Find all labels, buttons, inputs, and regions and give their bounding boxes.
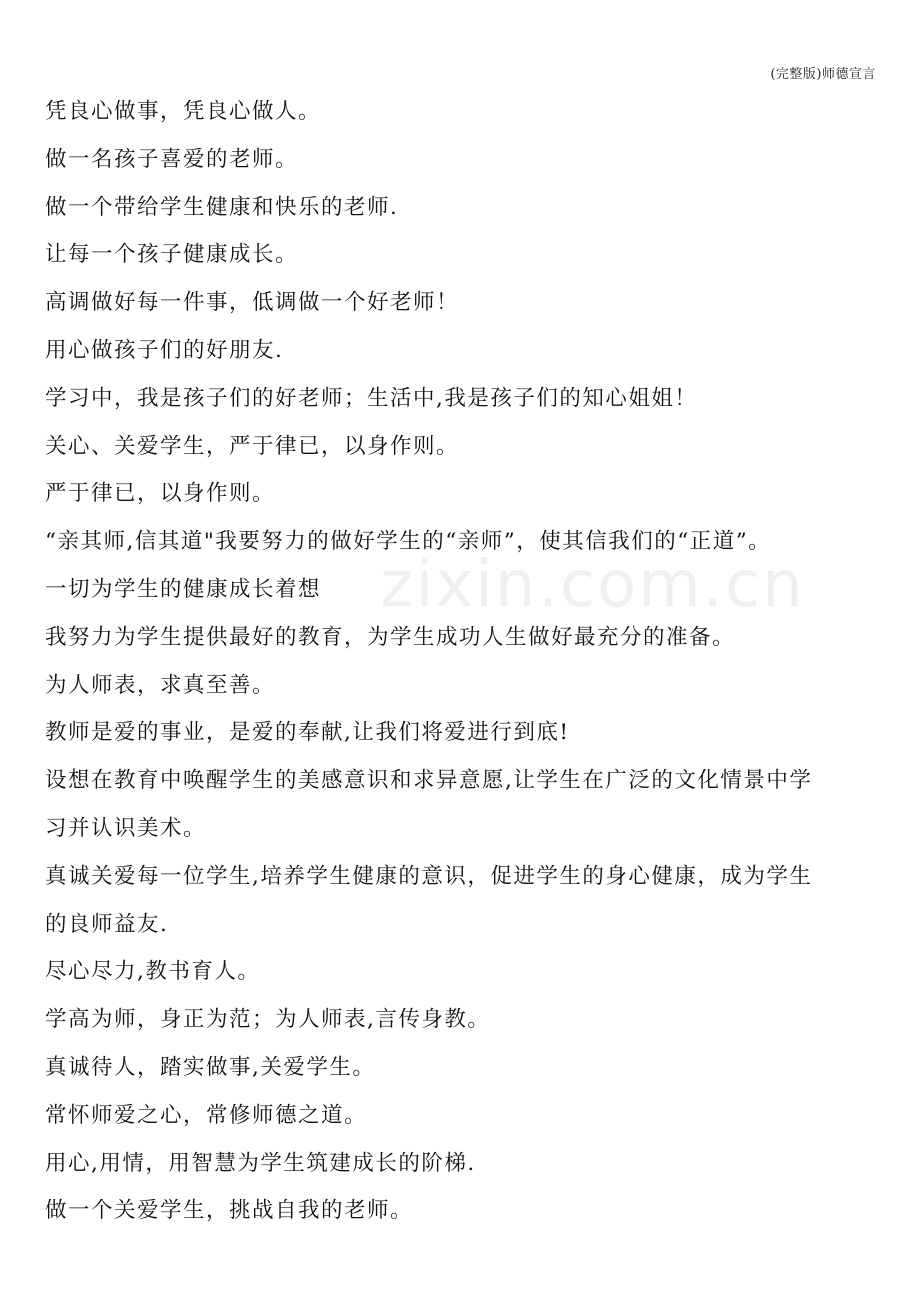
text-line: 用心做孩子们的好朋友. — [45, 337, 284, 363]
text-line: 用心,用情，用智慧为学生筑建成长的阶梯. — [45, 1150, 476, 1176]
text-line: 设想在教育中唤醒学生的美感意识和求异意愿,让学生在广泛的文化情景中学 — [45, 768, 813, 794]
text-line: 教师是爱的事业，是爱的奉献,让我们将爱进行到底! — [45, 720, 570, 746]
text-line: 常怀师爱之心，常修师德之道。 — [45, 1102, 368, 1128]
text-line: 真诚关爱每一位学生,培养学生健康的意识，促进学生的身心健康，成为学生 — [45, 863, 813, 889]
text-line: 学习中，我是孩子们的好老师；生活中,我是孩子们的知心姐姐！ — [45, 385, 698, 411]
document-body — [45, 88, 881, 1235]
text-line: 我努力为学生提供最好的教育，为学生成功人生做好最充分的准备。 — [45, 624, 736, 650]
text-line: 凭良心做事，凭良心做人。 — [45, 99, 322, 124]
text-line: 真诚待人，踏实做事,关爱学生。 — [45, 1054, 376, 1080]
text-line: 做一个带给学生健康和快乐的老师. — [45, 194, 399, 220]
text-line: 让每一个孩子健康成长。 — [45, 242, 299, 268]
text-line: 一切为学生的健康成长着想 — [45, 576, 322, 602]
text-line: 高调做好每一件事，低调做一个好老师！ — [45, 290, 460, 316]
text-line: “亲其师,信其道"我要努力的做好学生的“亲师”，使其信我们的“正道”。 — [45, 529, 772, 555]
text-line: 尽心尽力,教书育人。 — [45, 959, 261, 985]
page-header-title: (完整版)师德宣言 — [770, 67, 876, 82]
text-line: 为人师表，求真至善。 — [45, 672, 276, 698]
text-line: 学高为师，身正为范；为人师表,言传身教。 — [45, 1007, 491, 1033]
text-line: 关心、关爱学生，严于律已，以身作则。 — [45, 433, 460, 459]
text-line: 做一名孩子喜爱的老师。 — [45, 146, 299, 172]
text-line: 严于律已，以身作则。 — [45, 481, 276, 507]
text-line: 的良师益友. — [45, 911, 169, 937]
text-line: 做一个关爱学生，挑战自我的老师。 — [45, 1198, 414, 1224]
text-line: 习并认识美术。 — [45, 815, 207, 841]
watermark: zixin.com.cn — [380, 548, 805, 622]
